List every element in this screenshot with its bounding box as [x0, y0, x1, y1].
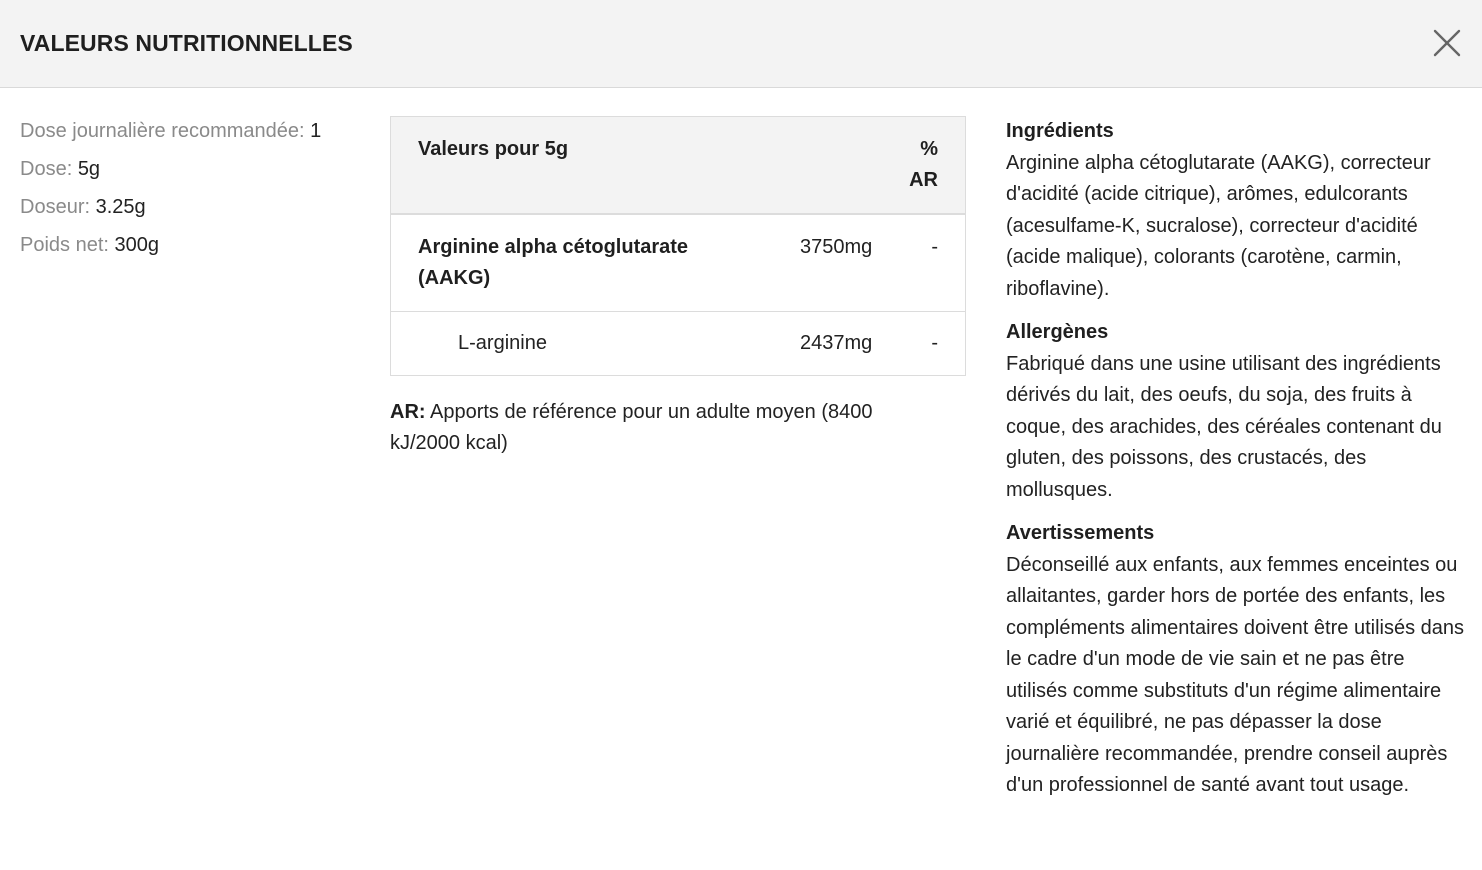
- nutrient-name: [391, 214, 800, 312]
- header-amount: [799, 117, 901, 215]
- warnings-section: [1006, 518, 1466, 802]
- table-row: [391, 312, 966, 376]
- nutrient-name-line2: (AAKG): [418, 267, 491, 289]
- allergens-text: Fabriqué dans une usine utilisant des ingrédients dérivés du lait, des oeufs, du soja, des fruits à coque, des arachides, des céréales contenant du gluten, des poissons, des crustacés, des mollusques.: [1006, 352, 1442, 501]
- modal-title: VALEURS NUTRITIONNELLES: [20, 30, 353, 56]
- nutrient-pct: -: [901, 312, 966, 376]
- ar-footnote-label: AR:: [390, 401, 426, 423]
- header-pct-symbol: %: [920, 138, 938, 160]
- nutrient-name-line1: Arginine alpha cétoglutarate: [418, 236, 689, 258]
- modal-content: [0, 88, 1482, 869]
- spec-net-weight: [20, 232, 370, 270]
- spec-label: Poids net:: [20, 234, 109, 256]
- product-info: [1006, 116, 1466, 814]
- spec-value: 5g: [77, 158, 101, 180]
- ar-footnote: [390, 397, 930, 459]
- table-row: [391, 214, 966, 312]
- nutrition-table-section: [390, 116, 966, 459]
- nutrition-table: [390, 116, 966, 376]
- nutrient-pct: -: [901, 214, 966, 312]
- ar-footnote-text: Apports de référence pour un adulte moyen (8400 kJ/2000 kcal): [390, 401, 873, 454]
- modal-header: [0, 0, 1482, 88]
- nutrient-name: L-arginine: [391, 312, 800, 376]
- nutrient-amount: 2437mg: [799, 312, 901, 376]
- nutrient-amount: 3750mg: [799, 214, 901, 312]
- close-button[interactable]: [1430, 26, 1464, 60]
- header-ar-label: AR: [909, 169, 938, 191]
- spec-label: Doseur:: [20, 196, 91, 218]
- spec-label: Dose:: [20, 158, 73, 180]
- product-specs: [20, 118, 370, 270]
- close-icon: [1430, 26, 1464, 60]
- ingredients-section: [1006, 116, 1466, 305]
- table-header-row: [391, 117, 966, 215]
- spec-value: 300g: [114, 234, 160, 256]
- warnings-heading: Avertissements: [1006, 522, 1155, 544]
- ingredients-text: Arginine alpha cétoglutarate (AAKG), correcteur d'acidité (acide citrique), arômes, edulcorants (acesulfame-K, sucralose), correcteur d'acidité (acide malique), colorants (carotène, carmin, riboflavine).: [1006, 151, 1431, 300]
- header-values-per: Valeurs pour 5g: [391, 117, 800, 215]
- ingredients-heading: Ingrédients: [1006, 120, 1114, 142]
- allergens-heading: Allergènes: [1006, 321, 1109, 343]
- warnings-text: Déconseillé aux enfants, aux femmes enceintes ou allaitantes, garder hors de portée des enfants, les compléments alimentaires doivent être utilisés dans le cadre d'un mode de vie sain et ne pas être utilisés comme substituts d'un régime alimentaire varié et équilibré, ne pas dépasser la dose journalière recommandée, prendre conseil auprès d'un professionnel de santé avant tout usage.: [1006, 553, 1464, 796]
- spec-dose: [20, 156, 370, 194]
- spec-label: Dose journalière recommandée:: [20, 120, 305, 142]
- spec-value: 3.25g: [95, 196, 146, 218]
- spec-daily-dose: [20, 118, 370, 156]
- header-pct-ar: [901, 117, 966, 215]
- spec-value: 1: [310, 120, 322, 142]
- spec-scoop: [20, 194, 370, 232]
- allergens-section: [1006, 317, 1466, 506]
